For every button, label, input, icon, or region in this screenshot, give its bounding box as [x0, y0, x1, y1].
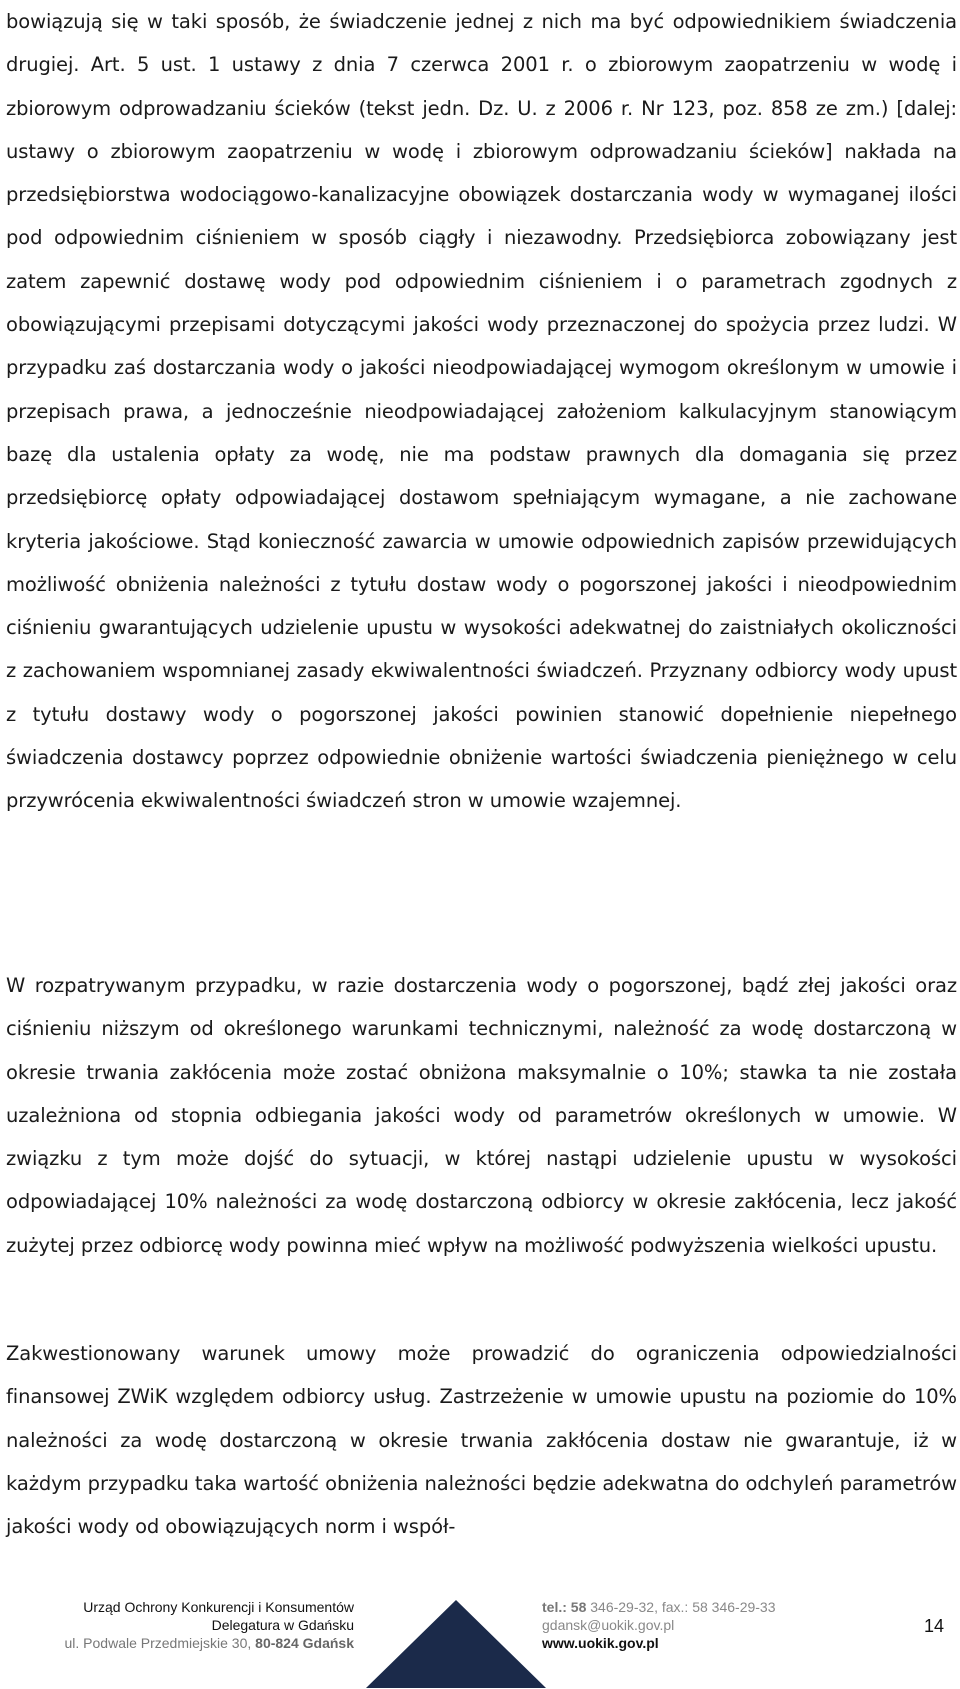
fax-number: 58 346-29-33 [692, 1599, 776, 1615]
office-delegation: Delegatura w Gdańsku [211, 1617, 354, 1633]
fax-label: fax.: [661, 1599, 689, 1615]
document-page [6, 0, 957, 1560]
paragraph-3: Zakwestionowany warunek umowy może prowadzić do ograniczenia odpowiedzialności finansowej ZWiK względem odbiorcy usług. Zastrzeżenie w umowie upustu na poziomie do 10% należności za wodę dostarczoną w okresie trwania zakłócenia dostaw nie gwarantuje, iż w każdym przypadku taka wartość obniżenia należności będzie adekwatna do odchyleń parametrów jakości wody od obowiązujących norm i współ- [6, 1342, 957, 1539]
office-info [65, 1598, 355, 1652]
office-name: Urząd Ochrony Konkurencji i Konsumentów [83, 1599, 354, 1615]
tel-prefix: 58 [570, 1599, 587, 1615]
tel-label: tel.: [542, 1599, 567, 1615]
uokik-logo-triangle-icon [366, 1600, 546, 1688]
office-address [65, 1634, 355, 1652]
website-link[interactable]: www.uokik.gov.pl [542, 1635, 659, 1651]
tel-number: 346-29-32, [590, 1599, 658, 1615]
page-number: 14 [924, 1616, 945, 1636]
paragraph-2: W rozpatrywanym przypadku, w razie dostarczenia wody o pogorszonej, bądź złej jakości oraz ciśnieniu niższym od określonego warunkami technicznymi, należność za wodę dostarczoną w okresie trwania zakłócenia może zostać obniżona maksymalnie o 10%; stawka ta nie została uzależniona od stopnia odbiegania jakości wody od parametrów określonych w umowie. W związku z tym może dojść do sytuacji, w której nastąpi udzielenie upustu w wysokości odpowiadającej 10% należności za wodę dostarczoną odbiorcy w okresie zakłócenia, lecz jakość zużytej przez odbiorcę wody powinna mieć wpływ na możliwość podwyższenia wielkości upustu. [6, 974, 957, 1257]
page-footer [0, 1590, 960, 1685]
address-street: ul. Podwale Przedmiejskie 30, [64, 1635, 252, 1651]
address-postal: 80-824 Gdańsk [255, 1635, 354, 1651]
phone-fax-line [542, 1598, 776, 1616]
paragraph-1: bowiązują się w taki sposób, że świadczenie jednej z nich ma być odpowiednikiem świadczenia drugiej. Art. 5 ust. 1 ustawy z dnia 7 czerwca 2001 r. o zbiorowym zaopatrzeniu w wodę i zbiorowym odprowadzaniu ścieków (tekst jedn. Dz. U. z 2006 r. Nr 123, poz. 858 ze zm.) [dalej: ustawy o zbiorowym zaopatrzeniu w wodę i zbiorowym odprowadzaniu ścieków] nakłada na przedsiębiorstwa wodociągowo-kanalizacyjne obowiązek dostarczania wody w wymaganej ilości pod odpowiednim ciśnieniem w sposób ciągły i niezawodny. Przedsiębiorca zobowiązany jest zatem zapewnić dostawę wody pod odpowiednim ciśnieniem i o parametrach zgodnych z obowiązującymi przepisami dotyczącymi jakości wody przeznaczonej do spożycia przez ludzi. W przypadku zaś dostarczania wody o jakości nieodpowiadającej wymogom określonym w umowie i przepisach prawa, a jednocześnie nieodpowiadającej założeniom kalkulacyjnym stanowiącym bazę dla ustalenia opłaty za wodę, nie ma podstaw prawnych dla domagania się przez przedsiębiorcę opłaty odpowiadającej dostawom spełniającym wymagane, a nie zachowane kryteria jakościowe. Stąd konieczność zawarcia w umowie odpowiednich zapisów przewidujących możliwość obniżenia należności z tytułu dostaw wody o pogorszonej jakości i nieodpowiednim ciśnieniu gwarantujących udzielenie upustu w wysokości adekwatnej do zaistniałych okoliczności z zachowaniem wspomnianej zasady ekwiwalentności świadczeń. Przyznany odbiorcy wody upust z tytułu dostawy wody o pogorszonej jakości powinien stanowić dopełnienie niepełnego świadczenia dostawcy poprzez odpowiednie obniżenie wartości świadczenia pieniężnego w celu przywrócenia ekwiwalentności świadczeń stron w umowie wzajemnej. [6, 10, 957, 813]
contact-info [542, 1598, 776, 1652]
email-address[interactable]: gdansk@uokik.gov.pl [542, 1617, 675, 1633]
